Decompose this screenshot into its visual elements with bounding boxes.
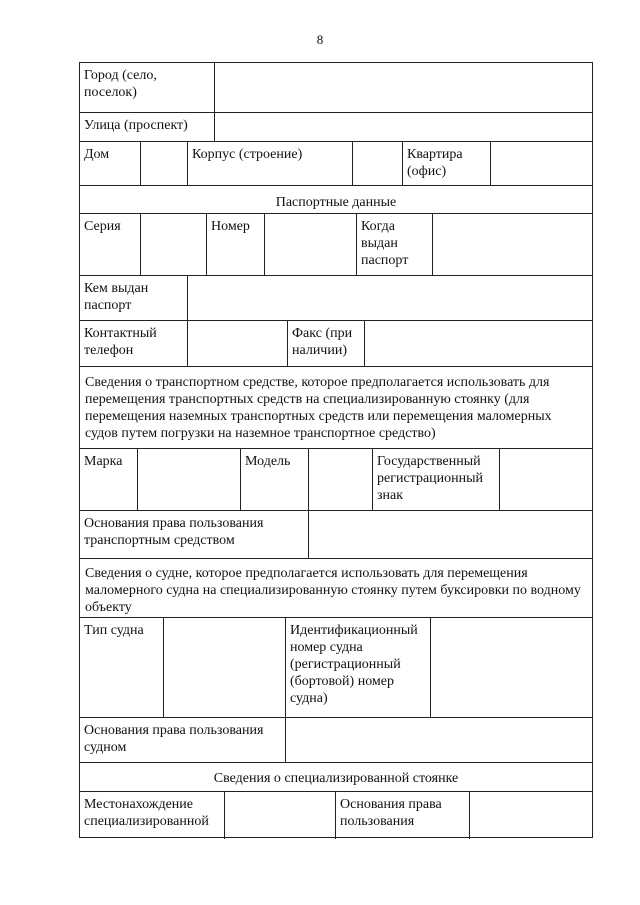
series-label: Серия: [80, 214, 141, 275]
house-label: Дом: [80, 142, 141, 185]
city-input[interactable]: [215, 63, 592, 112]
building-input[interactable]: [353, 142, 403, 185]
row-vehicle-rights: [80, 511, 592, 559]
vessel-type-label: Тип судна: [80, 618, 164, 717]
row-house: [80, 142, 592, 186]
model-input[interactable]: [309, 449, 373, 510]
vessel-rights-label: Основания права пользования судном: [80, 718, 286, 762]
row-street: [80, 113, 592, 142]
row-passport-heading: [80, 186, 592, 214]
fax-label: Факс (при наличии): [288, 321, 365, 366]
issued-by-input[interactable]: [188, 276, 592, 320]
row-vessel-rights: [80, 718, 592, 763]
brand-label: Марка: [80, 449, 138, 510]
vessel-type-input[interactable]: [164, 618, 286, 717]
row-issued-by: [80, 276, 592, 321]
page-number: 8: [316, 32, 324, 47]
vessel-id-input[interactable]: [431, 618, 592, 717]
row-city: [80, 63, 592, 113]
plate-input[interactable]: [500, 449, 592, 510]
parking-heading: Сведения о специализированной стоянке: [213, 771, 459, 786]
row-parking-details: [80, 792, 592, 839]
phone-label: Контактный телефон: [80, 321, 188, 366]
series-input[interactable]: [141, 214, 207, 275]
vehicle-rights-input[interactable]: [309, 511, 592, 558]
parking-rights-label: Основания права пользования: [336, 792, 470, 839]
application-form-table: [79, 62, 593, 838]
row-contact: [80, 321, 592, 367]
brand-input[interactable]: [138, 449, 241, 510]
row-passport-series: [80, 214, 592, 276]
row-vessel-heading: [80, 559, 592, 618]
vessel-id-label: Идентификационный номер судна (регистрационный (бортовой) номер судна): [286, 618, 431, 717]
number-input[interactable]: [265, 214, 357, 275]
parking-location-label: Местонахождение специализированной: [80, 792, 225, 839]
row-vessel-details: [80, 618, 592, 718]
row-parking-heading: [80, 763, 592, 792]
issue-date-label: Когда выдан паспорт: [357, 214, 433, 275]
parking-rights-input[interactable]: [470, 792, 592, 839]
issued-by-label: Кем выдан паспорт: [80, 276, 188, 320]
plate-label: Государственный регистрационный знак: [373, 449, 500, 510]
phone-input[interactable]: [188, 321, 288, 366]
house-input[interactable]: [141, 142, 188, 185]
vessel-heading: Сведения о судне, которое предполагается использовать для перемещения маломерного судна на специализированную стоянку путем буксировки по водному объекту: [85, 566, 581, 615]
street-input[interactable]: [215, 113, 592, 141]
vehicle-heading: Сведения о транспортном средстве, которое предполагается использовать для перемещения транспортных средств на специализированную стоянку (для перемещения наземных транспортных средств или перемещения маломерных судов путем погрузки на наземное транспортное средство): [85, 375, 552, 441]
city-label: Город (село, поселок): [80, 63, 215, 112]
street-label: Улица (проспект): [80, 113, 215, 141]
apartment-input[interactable]: [491, 142, 592, 185]
apartment-label: Квартира (офис): [403, 142, 491, 185]
model-label: Модель: [241, 449, 309, 510]
vehicle-rights-label: Основания права пользования транспортным средством: [80, 511, 309, 558]
parking-location-input[interactable]: [225, 792, 336, 839]
number-label: Номер: [207, 214, 265, 275]
fax-input[interactable]: [365, 321, 592, 366]
vessel-rights-input[interactable]: [286, 718, 592, 762]
issue-date-input[interactable]: [433, 214, 592, 275]
building-label: Корпус (строение): [188, 142, 353, 185]
row-vehicle-heading: [80, 367, 592, 449]
row-vehicle-details: [80, 449, 592, 511]
passport-heading: Паспортные данные: [275, 195, 397, 210]
